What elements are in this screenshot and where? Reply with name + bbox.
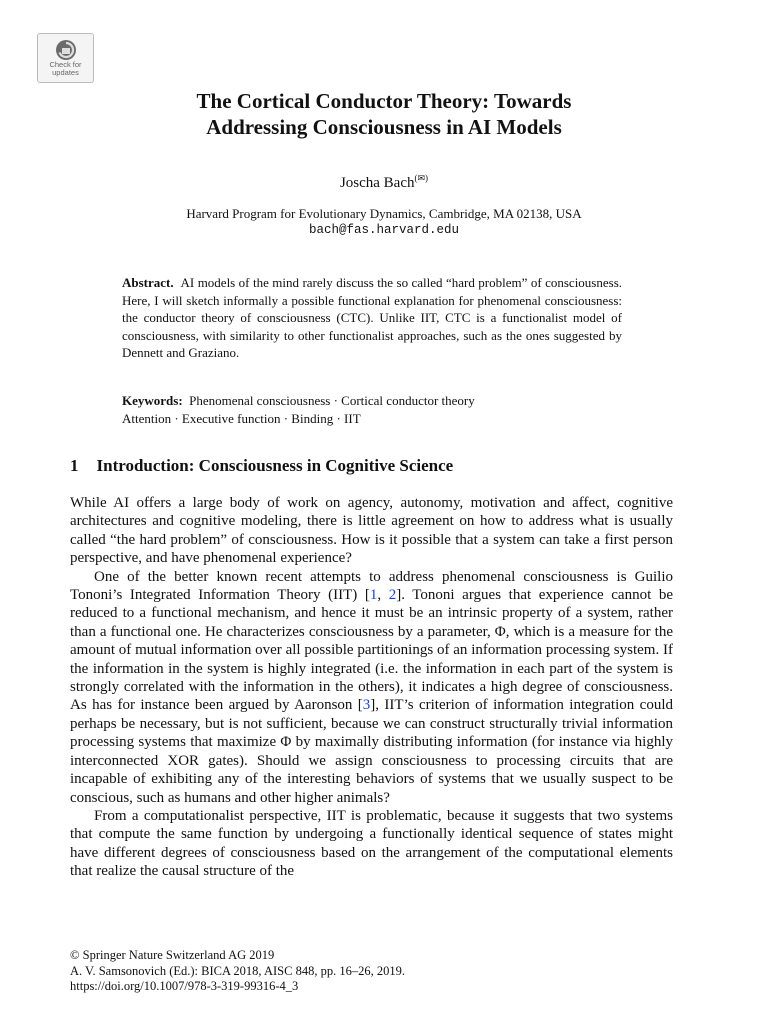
p2-part-c: ], IIT’s criterion of information integration could perhaps be necessary, but is not sufficient, because we can construct structurally trivial information processing systems that maximize Φ by maximally distributing information (for instance via highly interconnected XOR gates). Should we assign consciousness to processing circuits that are incapable of exhibiting any of the interesting behaviors of systems that we usually suspect to be conscious, such as humans and other higher animals? — [70, 697, 673, 806]
abstract-text: AI models of the mind rarely discuss the so called “hard problem” of consciousness. Here, I will sketch informally a possible functional explanation for phenomenal consciousness: the conductor theory of consciousness (CTC). Unlike IIT, CTC is a functionalist model of consciousness, with similarity to other functionalist approaches, such as the ones suggested by Dennett and Graziano. — [122, 275, 623, 360]
email-mark-icon[interactable]: (✉) — [414, 173, 429, 183]
paragraph-3: From a computationalist perspective, IIT is problematic, because it suggests that two systems that compute the same function by undergoing a functionally identical sequence of states might have different degrees of consciousness based on the arrangement of the computational elements that realize the causal structure of the — [70, 807, 673, 880]
citation-link[interactable]: 3 — [362, 697, 371, 714]
doi-link[interactable]: https://doi.org/10.1007/978-3-319-99316-4_3 — [70, 979, 299, 993]
footer — [70, 948, 405, 995]
copyright: © Springer Nature Switzerland AG 2019 — [70, 948, 275, 962]
abstract — [122, 274, 622, 362]
section-title: Introduction: Consciousness in Cognitive Science — [96, 456, 454, 475]
citation-link[interactable]: 2 — [388, 587, 397, 604]
badge-line1: Check for — [49, 60, 82, 69]
affiliation-address: Harvard Program for Evolutionary Dynamics, Cambridge, MA 02138, USA — [186, 206, 582, 221]
abstract-label: Abstract. — [122, 275, 174, 290]
keywords-line2: Attention · Executive function · Binding · IIT — [122, 410, 361, 426]
paper-title — [80, 88, 688, 140]
section-heading — [70, 456, 453, 476]
affiliation — [0, 206, 768, 238]
keywords-line1: Phenomenal consciousness · Cortical conductor theory — [189, 393, 475, 408]
author-email[interactable]: bach@fas.harvard.edu — [308, 223, 460, 237]
check-for-updates-icon — [55, 39, 77, 61]
publication-info: A. V. Samsonovich (Ed.): BICA 2018, AISC 848, pp. 16–26, 2019. — [70, 963, 405, 978]
section-number: 1 — [70, 456, 79, 475]
paragraph-1: While AI offers a large body of work on agency, autonomy, motivation and affect, cognitive architectures and cognitive modeling, there is little agreement on how to address what is usually called “the hard problem” of consciousness. How is it possible that a system can take a first person perspective, and have phenomenal experience? — [70, 495, 673, 567]
author-name: Joscha Bach — [339, 175, 415, 191]
badge-line2: updates — [52, 68, 79, 77]
paragraph-2 — [70, 568, 673, 807]
p2-part-a: One of the better known recent attempts to address phenomenal consciousness is Guilio Tononi’s Integrated Information Theory (IIT) [ — [70, 568, 673, 604]
keywords-label: Keywords: — [122, 393, 183, 408]
title-line1: The Cortical Conductor Theory: Towards — [196, 89, 572, 113]
p2-part-b: ]. Tononi argues that experience cannot be reduced to a functional mechanism, and hence it must be an intrinsic property of a system, rather than a functional one. He characterizes consciousness by a parameter, Φ, which is a measure for the amount of mutual information over all possible partitionings of an information processing system. If the information in the system is highly integrated (i.e. the information in each part of the system is strongly correlated with the information in the others), it indicates a high degree of consciousness. As has for instance been argued by Aaronson [ — [70, 587, 674, 714]
keywords — [122, 392, 622, 427]
check-for-updates-badge[interactable] — [37, 33, 94, 83]
p2-sep: , — [377, 587, 389, 604]
citation-link[interactable]: 1 — [369, 587, 378, 604]
author — [0, 173, 768, 192]
body-text — [70, 494, 673, 881]
title-line2: Addressing Consciousness in AI Models — [206, 115, 562, 139]
